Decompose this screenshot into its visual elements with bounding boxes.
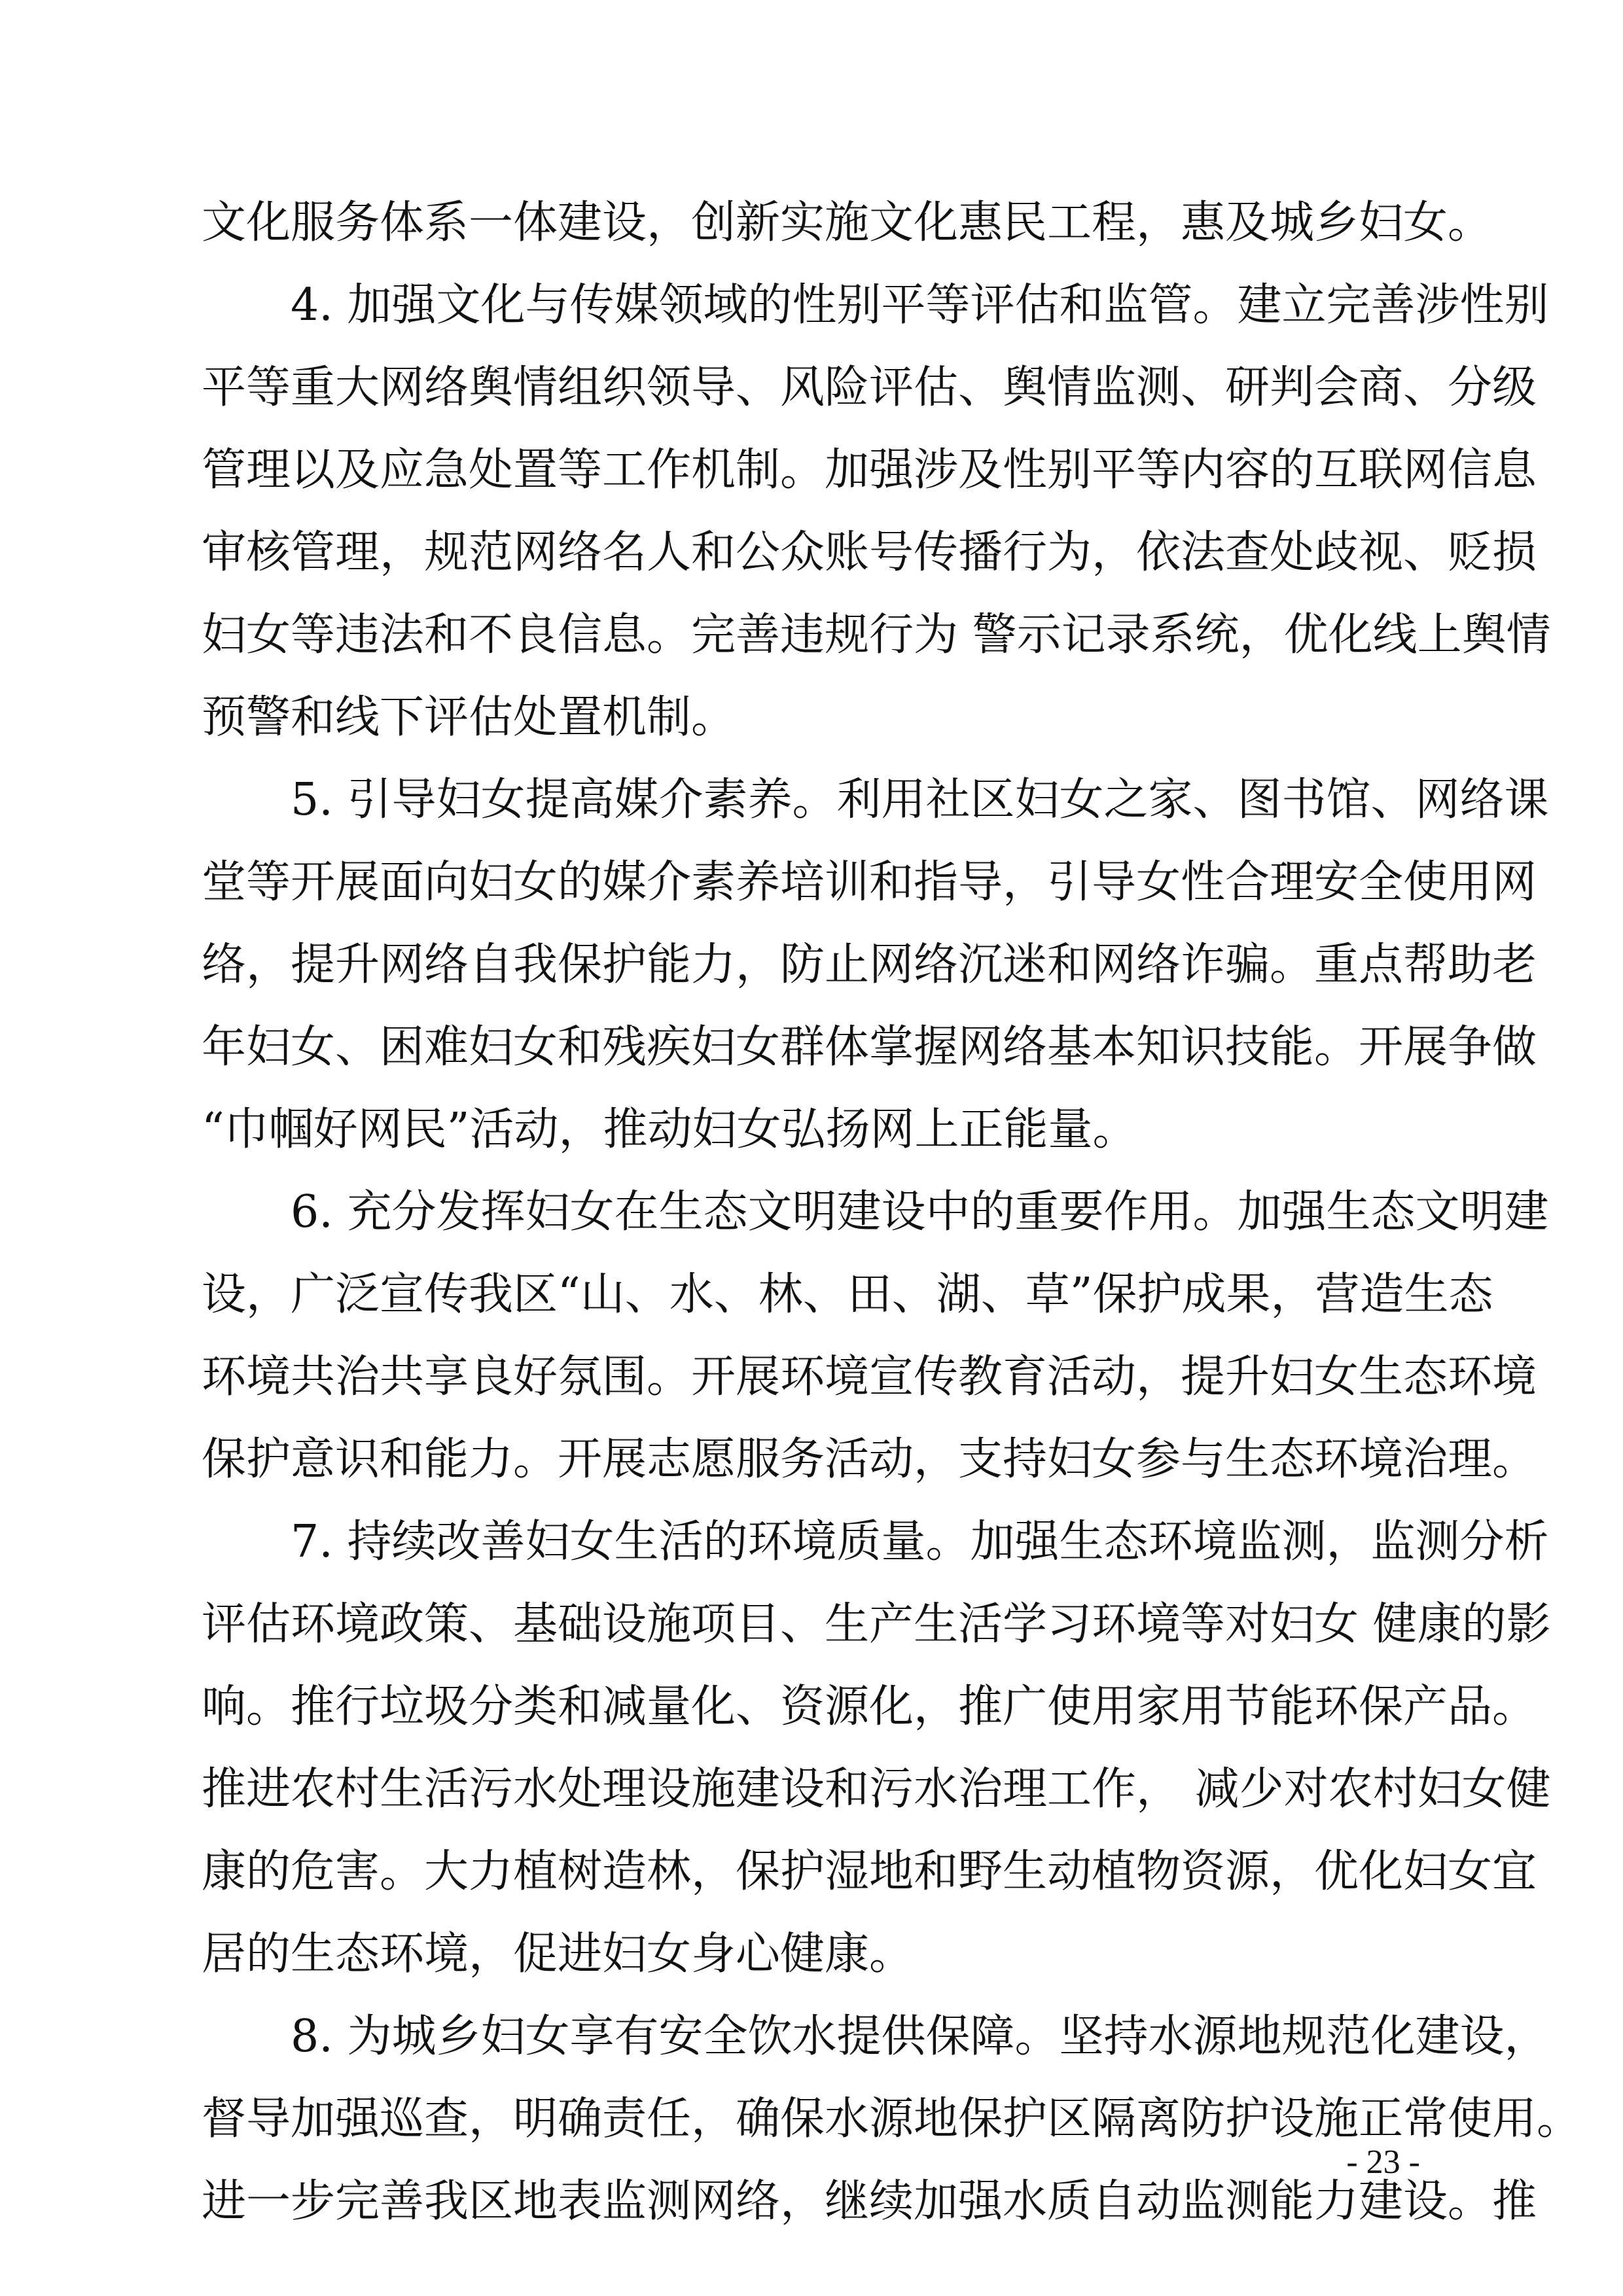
text-line: 康的危害。大力植树造林，保护湿地和野生动植物资源，优化妇女宜 bbox=[202, 1846, 1537, 1898]
text-line: 5. 引导妇女提高媒介素养。利用社区妇女之家、图书馆、网络课 bbox=[291, 774, 1549, 826]
text-line: 保护意识和能力。开展志愿服务活动，支持妇女参与生态环境治理。 bbox=[202, 1434, 1537, 1485]
text-line: 文化服务体系一体建设，创新实施文化惠民工程，惠及城乡妇女。 bbox=[202, 197, 1493, 249]
text-line: “巾帼好网民”活动，推动妇女弘扬网上正能量。 bbox=[202, 1104, 1137, 1156]
page-number: - 23 - bbox=[1346, 2144, 1420, 2181]
text-line: 堂等开展面向妇女的媒介素养培训和指导，引导女性合理安全使用网 bbox=[202, 857, 1537, 908]
text-line: 设，广泛宣传我区“山、水、林、田、湖、草”保护成果，营造生态 bbox=[202, 1269, 1493, 1320]
text-line: 7. 持续改善妇女生活的环境质量。加强生态环境监测，监测分析 bbox=[291, 1516, 1549, 1568]
body-text bbox=[202, 182, 1582, 2243]
text-line: 推进农村生活污水处理设施建设和污水治理工作， 减少对农村妇女健 bbox=[202, 1763, 1551, 1815]
text-line: 平等重大网络舆情组织领导、风险评估、舆情监测、研判会商、分级 bbox=[202, 362, 1537, 414]
text-line: 管理以及应急处置等工作机制。加强涉及性别平等内容的互联网信息 bbox=[202, 444, 1537, 496]
text-line: 居的生态环境，促进妇女身心健康。 bbox=[202, 1928, 914, 1980]
text-line: 8. 为城乡妇女享有安全饮水提供保障。坚持水源地规范化建设， bbox=[291, 2011, 1549, 2062]
text-line: 环境共治共享良好氛围。开展环境宣传教育活动，提升妇女生态环境 bbox=[202, 1351, 1537, 1403]
text-line: 妇女等违法和不良信息。完善违规行为 警示记录系统，优化线上舆情 bbox=[202, 609, 1551, 661]
text-line: 评估环境政策、基础设施项目、生产生活学习环境等对妇女 健康的影 bbox=[202, 1598, 1551, 1650]
text-line: 年妇女、困难妇女和残疾妇女群体掌握网络基本知识技能。开展争做 bbox=[202, 1021, 1537, 1073]
text-line: 6. 充分发挥妇女在生态文明建设中的重要作用。加强生态文明建 bbox=[291, 1186, 1549, 1238]
text-line: 预警和线下评估处置机制。 bbox=[202, 692, 736, 743]
text-line: 络，提升网络自我保护能力，防止网络沉迷和网络诈骗。重点帮助老 bbox=[202, 939, 1537, 991]
text-line: 督导加强巡查，明确责任，确保水源地保护区隔离防护设施正常使用。 bbox=[202, 2093, 1582, 2145]
text-line: 进一步完善我区地表监测网络，继续加强水质自动监测能力建设。推 bbox=[202, 2176, 1537, 2227]
text-line: 响。推行垃圾分类和减量化、资源化，推广使用家用节能环保产品。 bbox=[202, 1681, 1537, 1733]
text-line: 审核管理，规范网络名人和公众账号传播行为，依法查处歧视、贬损 bbox=[202, 527, 1537, 578]
text-line: 4. 加强文化与传媒领域的性别平等评估和监管。建立完善涉性别 bbox=[291, 279, 1549, 331]
